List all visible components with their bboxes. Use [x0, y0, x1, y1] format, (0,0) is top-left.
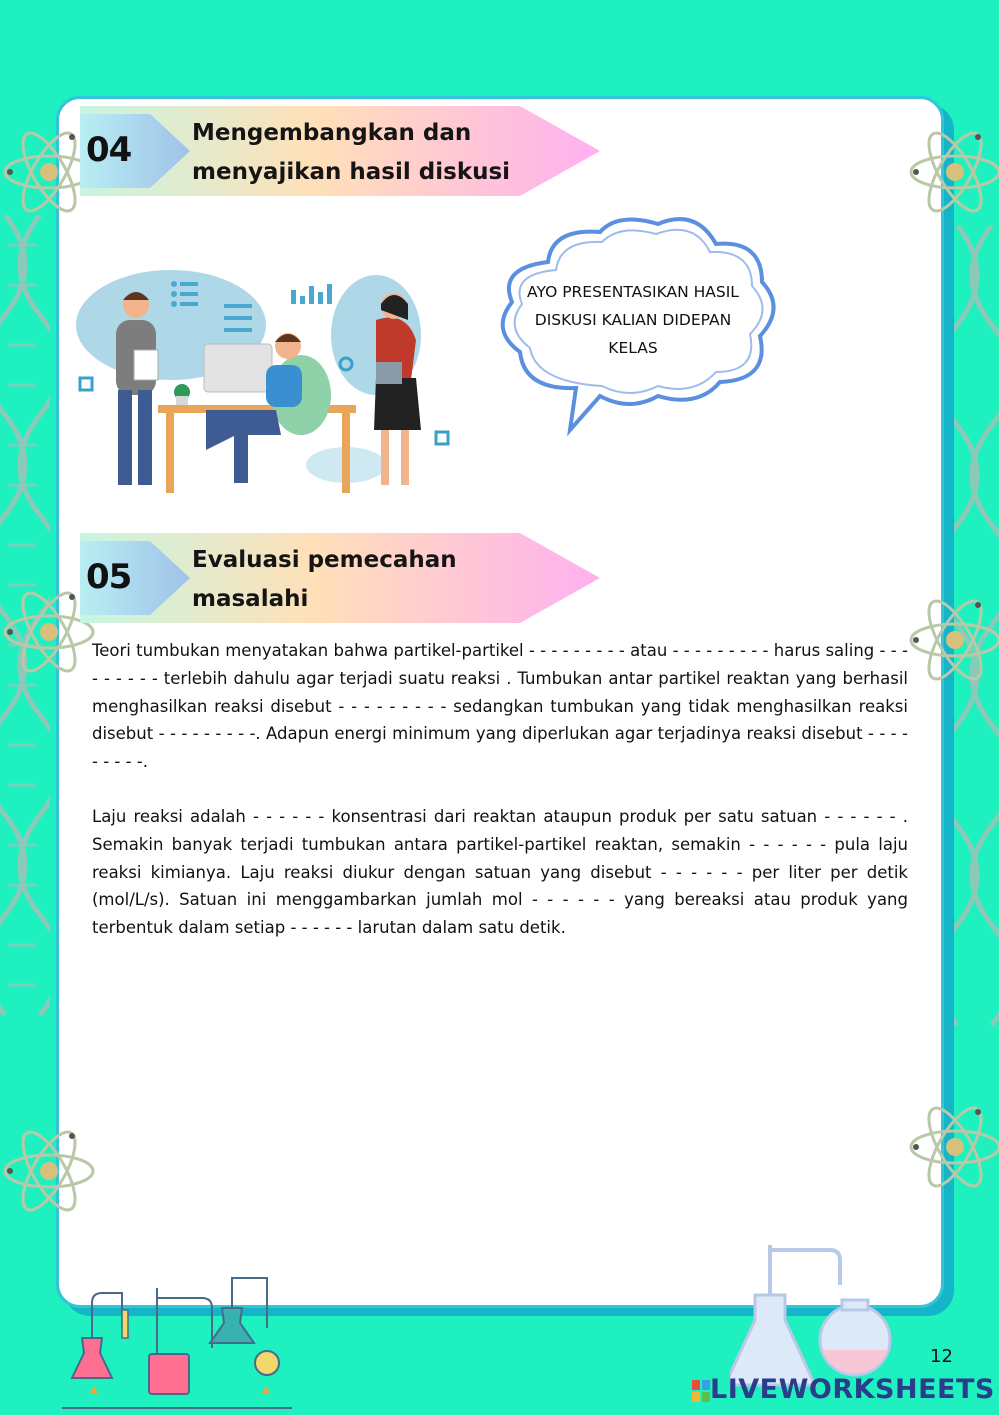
section-number: 04: [86, 130, 132, 170]
section-title: Evaluasi pemecahan masalahi: [192, 547, 457, 612]
speech-bubble-text: AYO PRESENTASIKAN HASIL DISKUSI KALIAN DIDEPAN KELAS: [527, 283, 739, 357]
section-number: 05: [86, 557, 132, 597]
atom-icon: [2, 1124, 97, 1219]
atom-icon: [908, 1100, 999, 1195]
paragraph-collision-theory: Teori tumbukan menyatakan bahwa partikel-partikel - - - - - - - - - atau - - - - - - - - - harus saling - - - - - - - - - terlebih dahulu agar terjadi suatu reaksi . Tumbukan antar partikel reaktan yang berhasil menghasilkan reaksi disebut - - - - - - - - - sedangkan tumbukan yang tidak menghasilkan reaksi disebut - - - - - - - - -. Adapun energi minimum yang diperlukan agar terjadinya reaksi disebut - - - - - - - - -.: [92, 641, 908, 772]
brand-footer: [692, 1374, 995, 1405]
paragraph-reaction-rate: Laju reaksi adalah - - - - - - konsentrasi dari reaktan ataupun produk per satu satuan - - - - - - . Semakin banyak terjadi tumbukan antara partikel-partikel reaktan, semakin - - - - - - pula laju reaksi kimianya. Laju reaksi diukur dengan satuan yang disebut - - - - - - per liter per detik (mol/L/s). Satuan ini menggambarkan jumlah mol - - - - - - yang bereaksi atau produk yang terbentuk dalam setiap - - - - - - larutan dalam satu detik.: [92, 807, 908, 938]
liveworksheets-logo-icon: [692, 1380, 710, 1402]
discussion-illustration: [76, 260, 461, 500]
atom-icon: [908, 125, 999, 220]
section-title: Mengembangkan dan menyajikan hasil diskusi: [192, 120, 511, 185]
lab-apparatus-illustration: [62, 1268, 292, 1413]
section-05-banner: [80, 533, 600, 623]
atom-icon: [908, 593, 999, 688]
flasks-illustration: [730, 1245, 910, 1395]
page-number: 12: [930, 1346, 953, 1367]
brand-name: LIVEWORKSHEETS: [710, 1374, 995, 1405]
section-04-banner: [80, 106, 600, 196]
